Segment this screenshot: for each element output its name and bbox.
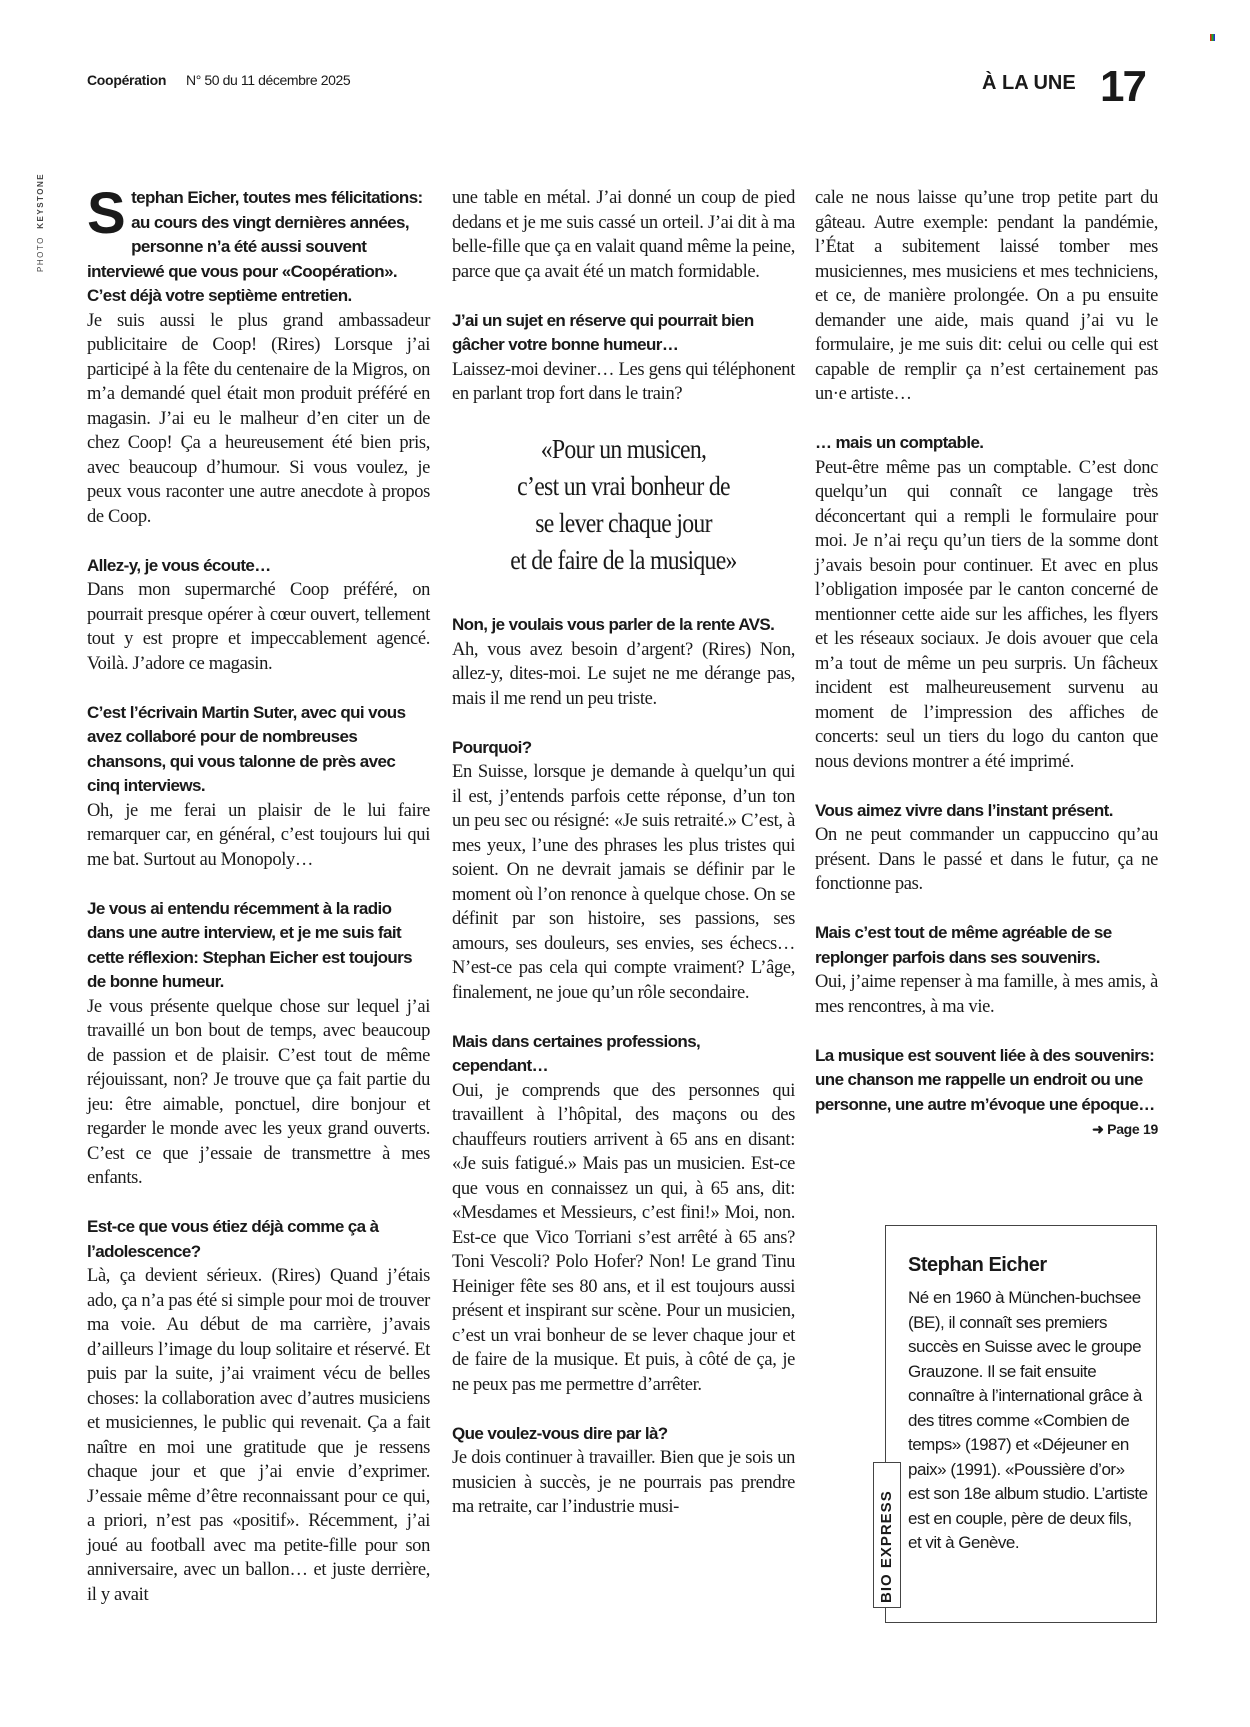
interview-answer <box>815 823 1158 897</box>
paragraph-text: En Suisse, lorsque je demande à quelqu’un qui il est, j’entends parfois cette réponse, d’un ton un peu sec ou résigné: «Je suis retraité.» C’est, à mes yeux, l’une des phrases les plus tristes qui soient. On ne devrait jamais se définir par le moment où l’on renonce à quelque chose. On se définit par son histoire, ses passions, ses amours, ses douleurs, ses envies, ses échecs… N’est-ce pas cela qui compte vraiment? L’âge, finalement, ne joue qu’un rôle secondaire. <box>452 762 795 1003</box>
paragraph-text: J’ai un sujet en réserve qui pourrait bien gâcher votre bonne humeur… <box>452 310 754 354</box>
paragraph-text: … mais un comptable. <box>815 433 984 452</box>
paragraph-text: Je suis aussi le plus grand ambassadeur publicitaire de Coop! (Rires) Lorsque j’ai participé à la fête du centenaire de la Migros, on m’a demandé quel était mon produit préféré en magasin. J’ai eu le malheur d’en citer un de chez Coop! Ça a heureusement été bien pris, avec beaucoup d’humour. Si vous voulez, je peux vous raconter une autre anecdote à propos de Coop. <box>87 310 430 527</box>
pull-quote-line: «Pour un musicen, <box>540 434 707 464</box>
bio-text: Né en 1960 à München-buchsee (BE), il connaît ses premiers succès en Suisse avec le groupe Grauzone. Il se fait ensuite connaître à l’international grâce à des titres comme «Combien de temps» (1987) et «Déjeuner en paix» (1991). «Poussière d’or» est son 18e album studio. L’artiste est en couple, père de deux fils, et vit à Genève. <box>908 1288 1148 1552</box>
photo-credit-source: KEYSTONE <box>36 172 45 229</box>
interview-question <box>452 736 795 761</box>
interview-question <box>87 1215 430 1264</box>
paragraph-text: Ah, vous avez besoin d’argent? (Rires) Non, allez-y, dites-moi. Le sujet ne me dérange pas, mais il me rend un peu triste. <box>452 639 795 709</box>
interview-question <box>452 613 795 638</box>
paragraph-text: Que voulez-vous dire par là? <box>452 1423 668 1443</box>
paragraph-text: C’est l’écrivain Martin Suter, avec qui vous avez collaboré pour de nombreuses chansons, qui vous talonne de près avec cinq interviews. <box>87 702 406 795</box>
article-column-3 <box>815 186 1158 1142</box>
interview-question <box>815 799 1158 824</box>
interview-question <box>452 309 795 358</box>
interview-question <box>815 431 1158 456</box>
paragraph-text: Peut-être même pas un comptable. C’est donc quelqu’un qui connaît ce langage très déconcertant qui a rempli le formulaire pour moi. Je n’ai reçu qu’un tiers de la somme dont j’avais besoin pour continuer. Et avec en plus l’obligation imposée par le canton concerné de mentionner cette aide sur les affiches, les flyers et les réseaux sociaux. Je dois avouer que cela m’a tout de même un peu surpris. Un fâcheux incident est malheureusement survenu au moment de l’impression des affiches de concerts: seul un tiers du logo du canton que nous devions montrer a été imprimé. <box>815 457 1158 772</box>
drop-cap: S <box>87 181 126 246</box>
pull-quote <box>473 431 775 579</box>
pull-quote-line: c’est un vrai bonheur de <box>517 471 730 501</box>
pull-quote-line: se lever chaque jour <box>535 508 712 538</box>
paragraph-text: La musique est souvent liée à des souvenirs: une chanson me rappelle un endroit ou une personne, une autre m’évoque une époque… <box>815 1045 1155 1114</box>
interview-answer <box>87 1264 430 1607</box>
paragraph-text: Je vous présente quelque chose sur lequel j’ai travaillé un bon bout de temps, avec beaucoup de passion et de plaisir. C’est tout de même réjouissant, non? Je trouve que ça fait partie du jeu: être aimable, ponctuel, dire bonjour et regarder le monde avec les yeux grand ouverts. C’est ce que j’essaie de transmettre à mes enfants. <box>87 996 430 1188</box>
interview-answer <box>452 638 795 712</box>
interview-answer <box>452 1446 795 1520</box>
page-number: 17 <box>1100 62 1145 111</box>
bio-express-box <box>878 1225 1157 1623</box>
interview-answer <box>815 456 1158 775</box>
interview-answer <box>452 760 795 1005</box>
paragraph-text: tephan Eicher, toutes mes félicitations: au cours des vingt dernières années, personne n’a été aussi souvent interviewé que vous pour «Coopération». C’est déjà votre septième entretien. <box>87 188 423 305</box>
color-registration-mark <box>1210 34 1215 41</box>
paragraph-text: Pourquoi? <box>452 737 532 757</box>
interview-answer <box>87 995 430 1191</box>
photo-credit-label: PHOTO <box>36 236 45 272</box>
continued-page-link: ➜ Page 19 <box>1092 1121 1158 1137</box>
interview-question <box>87 181 430 309</box>
bio-express-label <box>873 1462 901 1608</box>
interview-question <box>87 554 430 579</box>
paragraph-text: Mais dans certaines professions, cependant… <box>452 1031 701 1075</box>
article-column-1 <box>87 181 430 1607</box>
paragraph-text: Non, je voulais vous parler de la rente AVS. <box>452 615 775 634</box>
paragraph-text: Vous aimez vivre dans l’instant présent. <box>815 800 1113 820</box>
interview-question <box>87 701 430 799</box>
interview-answer <box>87 309 430 530</box>
interview-question <box>815 921 1158 970</box>
paragraph-text: une table en métal. J’ai donné un coup de pied dedans et je me suis cassé un orteil. J’ai dit à ma belle-fille que ça en valait quand même la peine, parce que ça avait été un match formidable. <box>452 188 795 282</box>
article-column-2 <box>452 186 795 1520</box>
paragraph-text: Oh, je me ferai un plaisir de le lui faire remarquer car, en général, c’est toujours lui qui me bat. Surtout au Monopoly… <box>87 800 430 870</box>
interview-question <box>452 1422 795 1447</box>
paragraph-text: Je vous ai entendu récemment à la radio dans une autre interview, et je me suis fait cette réflexion: Stephan Eicher est toujours de bonne humeur. <box>87 898 413 991</box>
paragraph-text: Je dois continuer à travailler. Bien que je sois un musicien à succès, je ne pourrais pas prendre ma retraite, car l’industrie musi- <box>452 1448 795 1517</box>
issue-date: N° 50 du 11 décembre 2025 <box>186 72 351 88</box>
pull-quote-line: et de faire de la musique» <box>510 545 737 575</box>
interview-question <box>452 1030 795 1079</box>
interview-answer <box>87 799 430 873</box>
interview-answer <box>815 186 1158 407</box>
paragraph-text: Oui, je comprends que des personnes qui travaillent à l’hôpital, des maçons ou des chauffeurs routiers arrivent à 65 ans en disant: «Je suis fatigué.» Mais pas un musicien. Est-ce que vous en connaissez un qui, à 65 ans, dit: «Mesdames et Messieurs, c’est fini!» Moi, non. Est-ce que Vico Torriani s’est arrêté à 65 ans? Toni Vescoli? Polo Hofer? Non! Le grand Tinu Heiniger fête ses 80 ans, et il est toujours aussi présent et inspirant sur scène. Pour un musicien, c’est un vrai bonheur de se lever chaque jour et de faire de la musique. Et puis, à côté de ça, je ne peux pas me permettre d’arrêter. <box>452 1080 795 1395</box>
paragraph-text: Oui, j’aime repenser à ma famille, à mes amis, à mes rencontres, à ma vie. <box>815 972 1158 1017</box>
interview-answer <box>815 970 1158 1019</box>
section-title: À LA UNE <box>982 72 1076 94</box>
paragraph-text: Laissez-moi deviner… Les gens qui téléphonent en parlant trop fort dans le train? <box>452 359 795 404</box>
photo-credit <box>36 173 45 272</box>
paragraph-text: On ne peut commander un cappuccino qu’au présent. Dans le passé et dans le futur, ça ne fonctionne pas. <box>815 825 1158 894</box>
interview-question <box>87 897 430 995</box>
magazine-name: Coopération <box>87 72 167 88</box>
paragraph-text: Dans mon supermarché Coop préféré, on pourrait presque opérer à cœur ouvert, tellement tout y est propre et impeccablement agencé. Voilà. J’adore ce magasin. <box>87 580 430 674</box>
paragraph-text: Mais c’est tout de même agréable de se replonger parfois dans ses souvenirs. <box>815 923 1112 967</box>
interview-answer <box>452 1079 795 1398</box>
bio-label-text: BIO EXPRESS <box>878 1490 895 1603</box>
interview-answer <box>87 578 430 676</box>
interview-question <box>815 1044 1158 1137</box>
interview-answer <box>452 358 795 407</box>
interview-answer <box>452 186 795 284</box>
paragraph-text: cale ne nous laisse qu’une trop petite part du gâteau. Autre exemple: pendant la pandémie, l’État a subitement laissé tomber mes musiciennes, mes musiciens et mes techniciens, et ce, de manière prolongée. On a pu ensuite demander une aide, mais quand j’ai vu le formulaire, je me suis dit: celui ou celle qui est capable de remplir ça n’est certainement pas un·e artiste… <box>815 188 1158 404</box>
paragraph-text: Est-ce que vous étiez déjà comme ça à l’adolescence? <box>87 1217 379 1261</box>
paragraph-text: Allez-y, je vous écoute… <box>87 555 271 575</box>
paragraph-text: Là, ça devient sérieux. (Rires) Quand j’étais ado, ça n’a pas été si simple pour moi de trouver ma voie. Au début de ma carrière, j’avais d’ailleurs l’image du loup solitaire et réservé. Et puis par la suite, j’ai vraiment vécu de belles choses: la collaboration avec d’autres musiciens et musiciennes, le public qui revenait. Ça a fait naître en moi une gratitude que je ressens chaque jour et que j’ai envie d’exprimer. J’essaie même d’être reconnaissant pour ce qui, a priori, n’est pas «positif». Récemment, j’ai joué au football avec ma petite-fille pour son anniversaire, avec un ballon… et juste derrière, il y avait <box>87 1266 430 1605</box>
bio-title: Stephan Eicher <box>908 1254 1047 1276</box>
